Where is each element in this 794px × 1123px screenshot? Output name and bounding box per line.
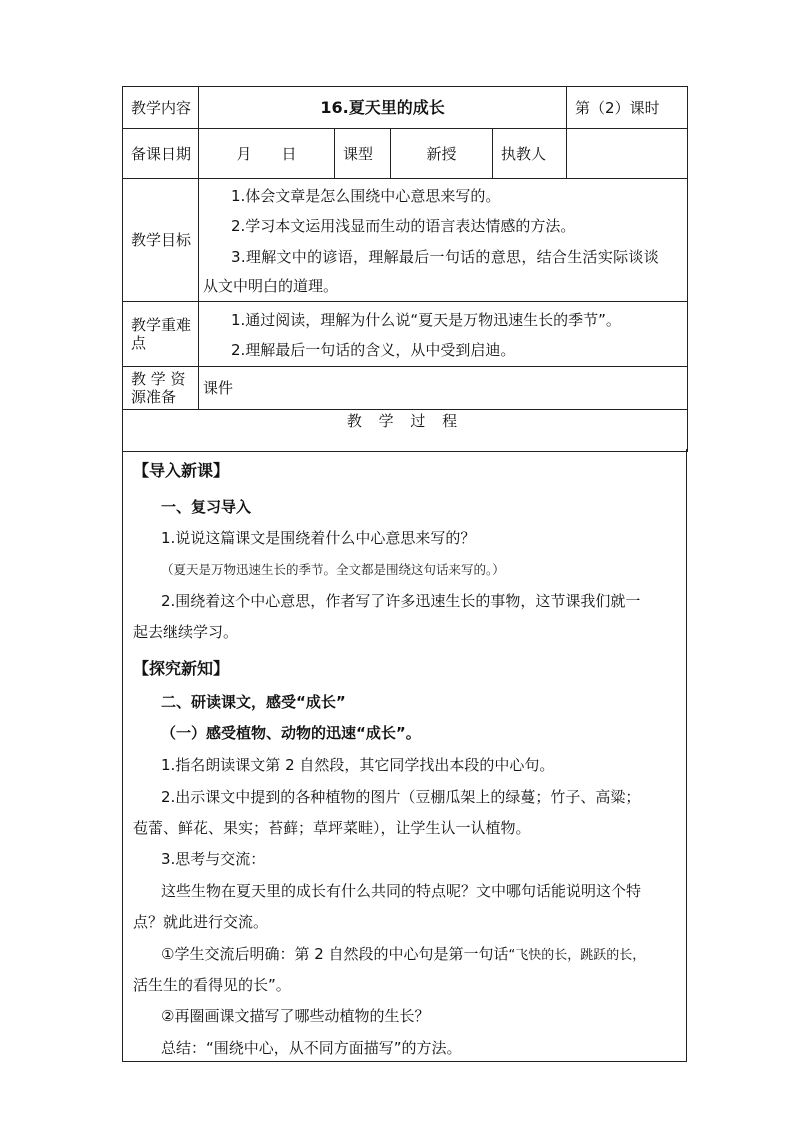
subheading-growth: （一）感受植物、动物的迅速“成长”。 [161, 724, 421, 742]
paragraph: 3.思考与交流： [161, 850, 266, 868]
goals-content [199, 179, 688, 302]
section-heading-intro: 【导入新课】 [133, 461, 230, 480]
content-label: 教学内容 [123, 87, 199, 129]
conclusion-text: ①学生交流后明确：第 2 自然段的中心句是第一句话 [161, 945, 509, 963]
keypoint-item: 1.通过阅读，理解为什么说“夏天是万物迅速生长的季节”。 [231, 311, 621, 329]
subheading-review: 一、复习导入 [161, 498, 252, 516]
resources-value: 课件 [199, 367, 688, 410]
goal-item: 3.理解文中的谚语，理解最后一句话的意思，结合生活实际谈谈 [231, 248, 660, 266]
keypoint-item: 2.理解最后一句话的含义，从中受到启迪。 [231, 341, 516, 359]
keypoints-row [123, 302, 688, 367]
paragraph: 2.围绕着这个中心意思，作者写了许多迅速生长的事物，这节课我们就一 [161, 592, 641, 610]
process-heading: 教 学 过 程 [123, 410, 688, 452]
quote-text: “飞快的长，跳跃的长， [508, 948, 646, 963]
paragraph: 2.出示课文中提到的各种植物的图片（豆棚瓜架上的绿蔓；竹子、高粱； [161, 788, 641, 806]
resources-label: 教 学 资源准备 [123, 367, 199, 410]
process-row [123, 410, 688, 452]
type-value: 新授 [391, 129, 493, 179]
teacher-value [567, 129, 688, 179]
teacher-label: 执教人 [493, 129, 567, 179]
date-row [123, 129, 688, 179]
paragraph: 起去继续学习。 [133, 623, 239, 641]
paragraph: 点？就此进行交流。 [133, 913, 269, 931]
paragraph: 苞蕾、鲜花、果实；苔藓；草坪菜畦），让学生认一认植物。 [133, 819, 531, 837]
keypoints-content [199, 302, 688, 367]
teaching-process-body [122, 449, 687, 1062]
lesson-title: 16.夏天里的成长 [199, 87, 567, 129]
goal-item: 从文中明白的道理。 [203, 277, 339, 295]
subheading-study: 二、研读课文，感受“成长” [161, 693, 346, 711]
paragraph: ②再圈画课文描写了哪些动植物的生长？ [161, 1007, 430, 1025]
resources-row [123, 367, 688, 410]
paragraph: 这些生物在夏天里的成长有什么共同的特点呢？文中哪句话能说明这个特 [161, 882, 642, 900]
date-label: 备课日期 [123, 129, 199, 179]
section-heading-explore: 【探究新知】 [133, 659, 230, 678]
lesson-period: 第（2）课时 [567, 87, 688, 129]
paragraph: 1.说说这篇课文是围绕着什么中心意思来写的？ [161, 529, 476, 547]
keypoints-label: 教学重难点 [123, 302, 199, 367]
answer-note: （夏天是万物迅速生长的季节。全文都是围绕这句话来写的。） [161, 562, 505, 577]
lesson-info-table [122, 86, 688, 452]
date-value: 月 日 [199, 129, 335, 179]
goals-label: 教学目标 [123, 179, 199, 302]
goal-item: 2.学习本文运用浅显而生动的语言表达情感的方法。 [231, 217, 576, 235]
type-label: 课型 [335, 129, 391, 179]
paragraph: 活生生的看得见的长”。 [133, 976, 291, 994]
summary: 总结：“围绕中心，从不同方面描写”的方法。 [161, 1039, 462, 1057]
goals-row [123, 179, 688, 302]
paragraph: 1.指名朗读课文第 2 自然段，其它同学找出本段的中心句。 [161, 756, 555, 774]
title-row [123, 87, 688, 129]
goal-item: 1.体会文章是怎么围绕中心意思来写的。 [231, 187, 501, 205]
paragraph [161, 943, 645, 964]
